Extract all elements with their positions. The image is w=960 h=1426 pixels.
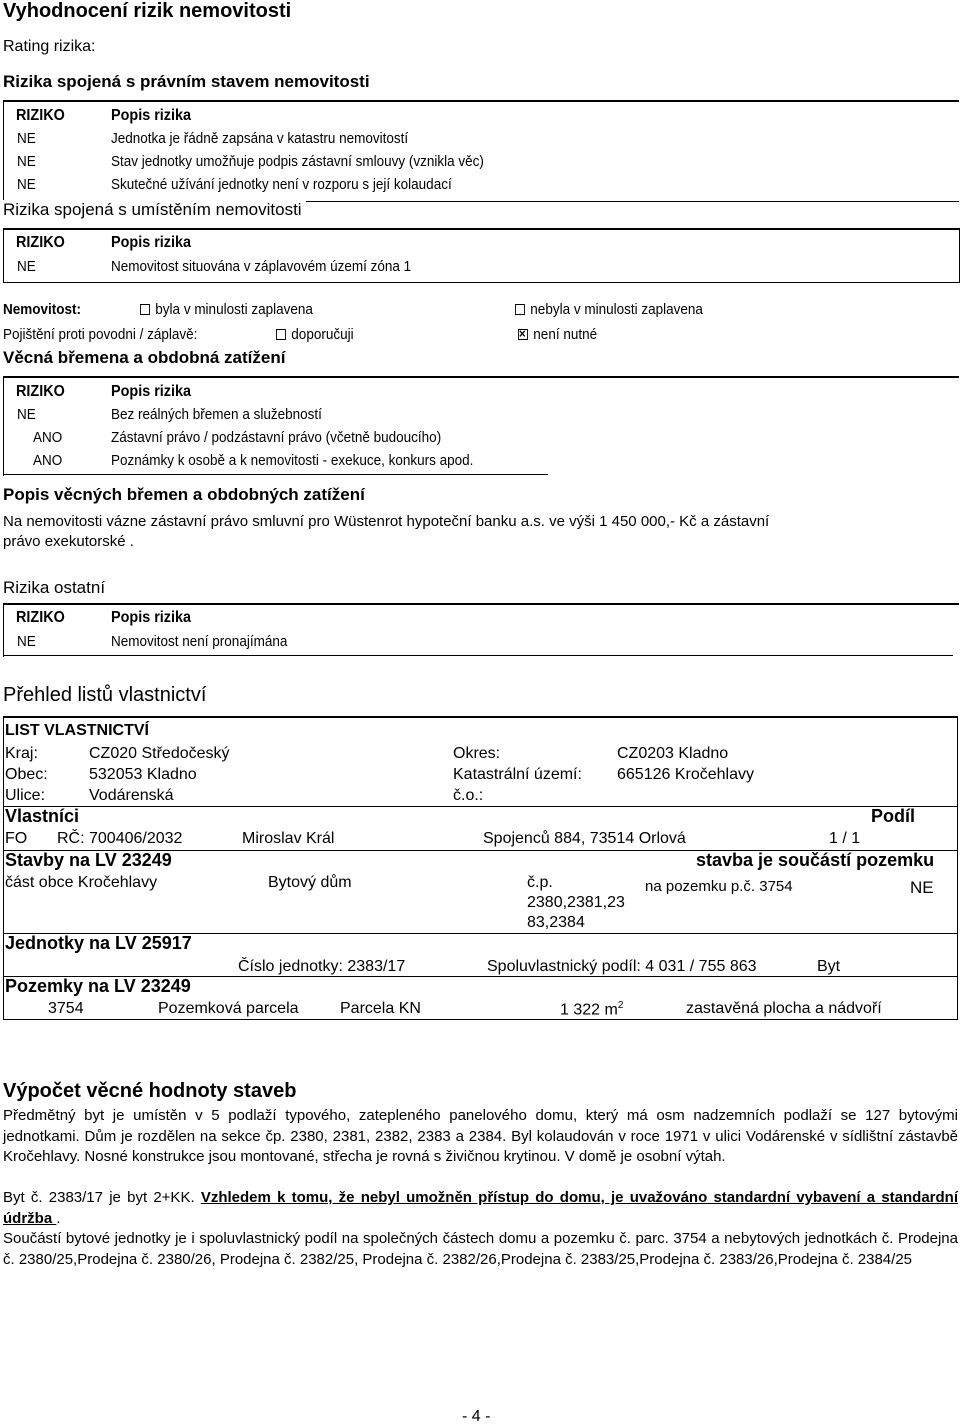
checked-checkbox-icon[interactable]	[518, 329, 528, 340]
risk-description: Jednotka je řádně zapsána v katastru nemovitostí	[111, 130, 409, 147]
risk-value: ANO	[33, 452, 63, 469]
easements-section-title: Věcná břemena a obdobná zatížení	[3, 348, 286, 367]
page-number: - 4 -	[462, 1408, 491, 1425]
risk-value: NE	[17, 633, 36, 650]
owner-type: FO	[5, 830, 28, 847]
easement-desc-title: Popis věcných břemen a obdobných zatížení	[3, 485, 365, 504]
okres-label: Okres:	[453, 745, 501, 762]
parcels-label: Pozemky na LV 23249	[5, 976, 191, 996]
risk-description: Stav jednotky umožňuje podpis zástavní smlouvy (vznikla věc)	[111, 153, 484, 170]
owner-share: 1 / 1	[829, 830, 861, 847]
ulice-value: Vodárenská	[89, 787, 174, 804]
unit-share: Spoluvlastnický podíl: 4 031 / 755 863	[487, 958, 757, 975]
ku-label: Katastrální území:	[453, 766, 582, 783]
obec-value: 532053 Kladno	[89, 766, 197, 783]
legal-section-title: Rizika spojená s právním stavem nemovitosti	[3, 72, 370, 91]
risk-value: NE	[17, 130, 36, 147]
building-part: část obce Kročehlavy	[5, 874, 158, 891]
lv-box-bottom	[3, 1019, 958, 1020]
risk-description: Poznámky k osobě a k nemovitosti - exekuce, konkurs apod.	[111, 452, 474, 469]
valuation-p2-emphasis: Vzhledem k tomu, že nebyl umožněn přístup do domu, je uvažováno standardní vybavení a standardní údržba	[3, 1189, 959, 1227]
flood-option-no[interactable]	[515, 301, 703, 318]
other-table-bottom	[3, 655, 953, 656]
valuation-p2-end: .	[56, 1209, 61, 1227]
risk-value: ANO	[33, 429, 63, 446]
parcel-register: Parcela KN	[340, 1000, 421, 1017]
insurance-label: Pojištění proti povodni / záplavě:	[3, 326, 198, 343]
option-label: není nutné	[533, 326, 598, 343]
option-label: doporučuji	[291, 326, 354, 343]
parcel-area-value: 1 322 m	[560, 1001, 618, 1019]
co-label: č.o.:	[453, 787, 484, 804]
ulice-label: Ulice:	[5, 787, 46, 804]
owner-name: Miroslav Král	[242, 830, 335, 847]
risk-value: NE	[17, 176, 36, 193]
valuation-paragraph-2	[3, 1188, 958, 1229]
ku-value: 665126 Kročehlavy	[617, 766, 754, 783]
checkbox-icon[interactable]	[140, 304, 150, 315]
option-label: byla v minulosti zaplavena	[155, 301, 313, 318]
kraj-value: CZ020 Středočeský	[89, 745, 230, 762]
okres-value: CZ0203 Kladno	[617, 745, 729, 762]
risk-description: Nemovitost není pronajímána	[111, 633, 288, 650]
building-cp-label: č.p.	[527, 874, 553, 891]
insurance-recommend-option[interactable]	[276, 326, 354, 343]
risk-description: Skutečné užívání jednotky není v rozporu s její kolaudací	[111, 176, 452, 193]
parcel-kind: Pozemková parcela	[158, 1000, 299, 1017]
desc-column-header: Popis rizika	[111, 107, 192, 124]
kraj-label: Kraj:	[5, 745, 38, 762]
owners-label: Vlastníci	[5, 806, 80, 826]
building-land: na pozemku p.č. 3754	[645, 878, 793, 895]
risk-column-header: RIZIKO	[16, 107, 65, 124]
desc-column-header: Popis rizika	[111, 609, 192, 626]
desc-column-header: Popis rizika	[111, 234, 192, 251]
owner-address: Spojenců 884, 73514 Orlová	[483, 830, 686, 847]
location-section-title: Rizika spojená s umístěním nemovitosti	[3, 200, 306, 220]
parcel-area-unit-exponent: 2	[617, 1000, 624, 1011]
parcel-area	[560, 1000, 623, 1019]
risk-value: NE	[17, 406, 36, 423]
owner-rc: RČ: 700406/2032	[57, 830, 183, 847]
checkbox-icon[interactable]	[276, 329, 286, 340]
lv-box-top	[3, 716, 958, 718]
insurance-not-needed-option[interactable]	[518, 326, 597, 343]
building-flag: NE	[910, 878, 934, 897]
risk-column-header: RIZIKO	[16, 609, 65, 626]
unit-number: Číslo jednotky: 2383/17	[238, 958, 406, 975]
valuation-paragraph-1: Předmětný byt je umístěn v 5 podlaží typového, zatepleného panelového domu, který má osm nadzemních podlaží se 127 bytovými jednotkami. Dům je rozdělen na sekce čp. 2380, 2381, 2382, 2383 a 2384. Byl kolaudován v roce 1971 v ulici Vodárenské v sídlištní zástavbě Kročehlavy. Nosné konstrukce jsou montované, střecha je rovná s živičnou krytinou. V domě je osobní výtah.	[3, 1107, 958, 1165]
easement-desc-line1: Na nemovitosti vázne zástavní právo smluvní pro Wüstenrot hypoteční banku a.s. ve výši 1 450 000,- Kč a zástavní	[3, 513, 770, 530]
units-label: Jednotky na LV 25917	[5, 933, 192, 953]
risk-description: Bez reálných břemen a služebností	[111, 406, 322, 423]
obec-label: Obec:	[5, 766, 48, 783]
divider	[3, 806, 958, 807]
property-label: Nemovitost:	[3, 301, 82, 318]
option-label: nebyla v minulosti zaplavena	[530, 301, 703, 318]
risk-column-header: RIZIKO	[16, 234, 65, 251]
risk-description: Zástavní právo / podzástavní právo (včetně budoucího)	[111, 429, 442, 446]
checkbox-icon[interactable]	[515, 304, 525, 315]
unit-type: Byt	[817, 958, 841, 975]
lv-box-left	[3, 716, 4, 1020]
risk-description: Nemovitost situována v záplavovém území zóna 1	[111, 258, 412, 275]
building-type: Bytový dům	[268, 874, 352, 891]
lv-section-title: Přehled listů vlastnictví	[3, 684, 207, 706]
buildings-note: stavba je součástí pozemku	[696, 850, 935, 870]
valuation-paragraph-3: Součástí bytové jednotky je i spoluvlastnický podíl na společných částech domu a pozemku č. parc. 3754 a nebytových jednotkách č. Prodejna č. 2380/25,Prodejna č. 2380/26, Prodejna č. 2382/25, Prodejna č. 2382/26,Prodejna č. 2383/25,Prodejna č. 2383/26,Prodejna č. 2384/25	[3, 1230, 958, 1268]
parcel-use: zastavěná plocha a nádvoří	[686, 1000, 882, 1017]
rating-label: Rating rizika:	[3, 38, 96, 55]
building-cp-values-cont: 83,2384	[527, 914, 585, 931]
lv-box-title: LIST VLASTNICTVÍ	[5, 722, 149, 739]
page-title: Vyhodnocení rizik nemovitosti	[3, 0, 292, 22]
easement-desc-line2: právo exekutorské .	[3, 533, 134, 550]
valuation-p2-intro: Byt č. 2383/17 je byt 2+KK.	[3, 1189, 201, 1206]
risk-value: NE	[17, 153, 36, 170]
risk-value: NE	[17, 258, 36, 275]
other-risks-title: Rizika ostatní	[3, 578, 106, 597]
share-label: Podíl	[871, 806, 915, 826]
buildings-label: Stavby na LV 23249	[5, 850, 172, 870]
building-cp-values: 2380,2381,23	[527, 894, 625, 911]
lv-box-right	[957, 716, 958, 1020]
flood-option-yes[interactable]	[140, 301, 313, 318]
easements-table-bottom	[3, 474, 548, 475]
desc-column-header: Popis rizika	[111, 383, 192, 400]
parcel-number: 3754	[48, 1000, 84, 1017]
valuation-title: Výpočet věcné hodnoty staveb	[3, 1080, 297, 1102]
risk-column-header: RIZIKO	[16, 383, 65, 400]
